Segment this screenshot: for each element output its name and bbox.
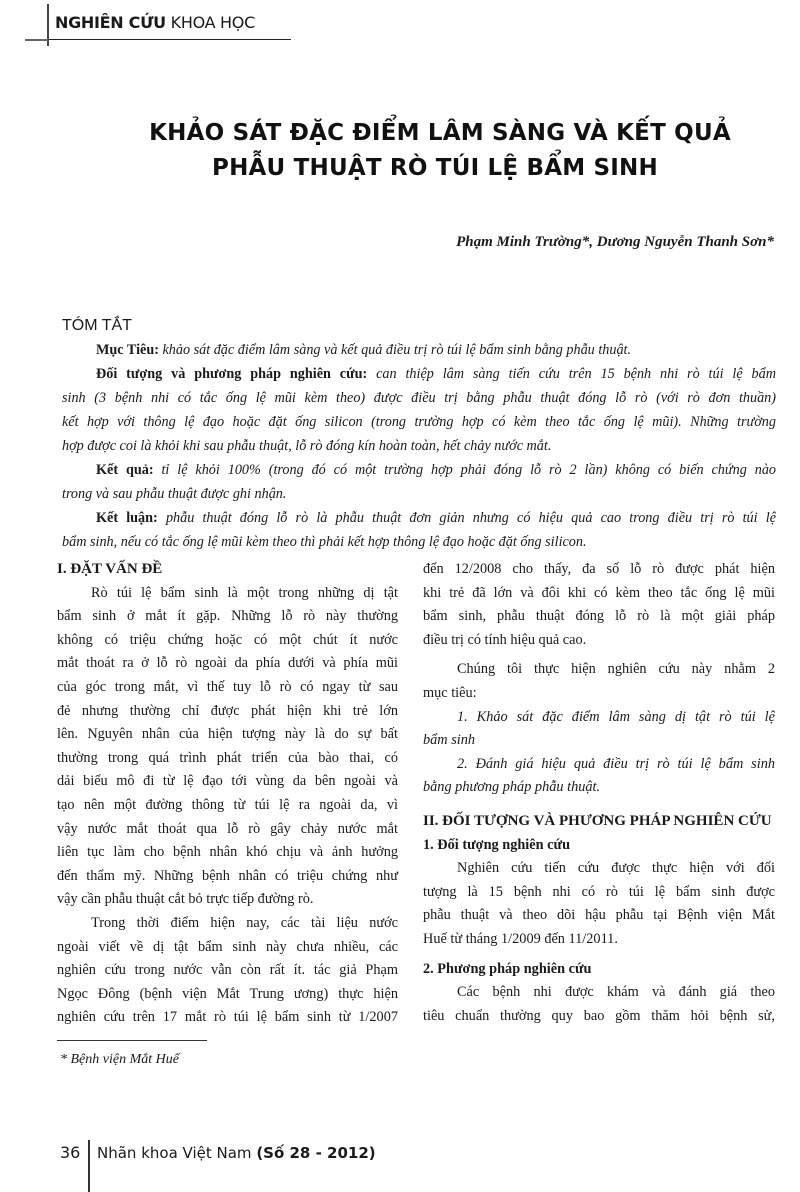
text-line: không có triệu chứng hoặc có một chút ít nước [57, 631, 398, 648]
text-line: đẻ nhưng thường chỉ được phát hiện khi trẻ lớn [57, 702, 398, 719]
section-heading-text: I. ĐẶT VẤN ĐỀ [57, 561, 163, 577]
paragraph [423, 753, 775, 800]
text-line: bẩm sinh [423, 732, 476, 749]
text-line: dải biểu mô đi từ lệ đạo tới vùng da bên ngoài và [57, 773, 398, 790]
abstract-line [62, 458, 776, 482]
section-heading-text: II. ĐỐI TƯỢNG VÀ PHƯƠNG PHÁP NGHIÊN CỨU [423, 812, 772, 829]
text-line: liên tục làm cho bệnh nhân khó chịu và ảnh hưởng [57, 844, 398, 861]
text-line: mục tiêu: [423, 684, 477, 701]
journal-title: Nhãn khoa Việt Nam [97, 1144, 252, 1162]
text-line: Rò túi lệ bẩm sinh là một trong những dị tật [91, 584, 398, 601]
text-line: mắt thoát ra ở lỗ rò ngoài da phía dưới và phía mũi [57, 655, 398, 672]
text-line: 1. Khảo sát đặc điểm lâm sàng dị tật rò túi lệ [457, 708, 775, 725]
text-line: Chúng tôi thực hiện nghiên cứu này nhằm 2 [457, 661, 775, 678]
paragraph [57, 912, 398, 1030]
text-line: nghiên cứu trên 17 mắt rò túi lệ bẩm sinh từ 1/2007 [57, 1009, 398, 1026]
text-line: điều trị có tính hiệu quả cao. [423, 631, 587, 648]
paragraph [423, 658, 775, 705]
text-line: Huế từ tháng 1/2009 đến 11/2011. [423, 930, 618, 947]
abstract [62, 338, 776, 554]
text-line: của góc trong mắt, vì thế tuy lỗ rò có ngay từ sau [57, 678, 398, 695]
text-line: bằng phương pháp phẫu thuật. [423, 779, 601, 796]
paragraph [423, 981, 775, 1028]
text-line: Nghiên cứu tiến cứu được thực hiện với đối [457, 860, 775, 877]
abstract-text: trong và sau phẫu thuật được ghi nhận. [62, 486, 287, 502]
text-line: khi trẻ đã lớn và đôi khi có kèm theo tắc ống lệ mũi [423, 584, 775, 601]
footer-divider [88, 1140, 90, 1192]
text-line: đến thẩm mỹ. Những bệnh nhân có triệu chứng như [57, 867, 398, 884]
abstract-text: bẩm sinh, nếu có tắc ống lệ mũi kèm theo thì phải kết hợp thông lệ đạo hoặc đặt ống silicon. [62, 534, 587, 550]
abstract-line [62, 506, 776, 530]
paragraph [423, 706, 775, 753]
text-line: tạo nên một đường thông từ túi lệ ra ngoài da, vì [57, 796, 398, 813]
paragraph [57, 582, 398, 912]
text-line: Ngọc Đông (bệnh viện Mắt Trung ương) thực hiện [57, 985, 398, 1002]
header-underline [49, 39, 291, 40]
text-line: tượng là 15 bệnh nhi có rò túi lệ bẩm sinh được [423, 883, 775, 900]
abstract-heading: TÓM TẮT [62, 317, 132, 334]
text-line: vậy cần phẫu thuật cắt bỏ trực tiếp đường rò. [57, 891, 314, 908]
text-line: thường trong quá trình phát triển của bào thai, có [57, 749, 398, 766]
text-line: 2. Đánh giá hiệu quả điều trị rò túi lệ bẩm sinh [457, 755, 775, 772]
title-line-2: PHẪU THUẬT RÒ TÚI LỆ BẨM SINH [212, 155, 658, 181]
abstract-text: sinh (3 bệnh nhi có tắc ống lệ mũi kèm theo) được điều trị bằng phẫu thuật đóng lỗ rò (với rò đơn thuần) [62, 390, 776, 406]
abstract-line [62, 386, 776, 410]
abstract-label: Đối tượng và phương pháp nghiên cứu: [96, 366, 377, 382]
abstract-text: kết hợp với thông lệ đạo hoặc đặt ống silicon (trong trường hợp có kèm theo tắc ống lệ mũi). Những trường [62, 414, 776, 430]
header-rule-stub [25, 39, 48, 41]
abstract-text: hợp được coi là khỏi khi sau phẫu thuật, lỗ rò đóng kín hoàn toàn, hết chảy nước mắt. [62, 438, 552, 454]
journal-issue: (Số 28 - 2012) [256, 1144, 376, 1162]
paragraph [423, 857, 775, 951]
footnote-divider [57, 1040, 207, 1041]
authors: Phạm Minh Trường*, Dương Nguyễn Thanh Sơn* [456, 234, 774, 250]
abstract-line [62, 362, 776, 386]
text-line: bẩm sinh, phẫu thuật đóng lỗ rò là một giải pháp [423, 608, 775, 625]
subsection-heading [423, 958, 775, 982]
text-line: phẫu thuật và theo dõi hậu phẫu tại Bệnh viện Mắt [423, 907, 775, 924]
subsection-heading [423, 834, 775, 858]
journal-name [97, 1144, 376, 1162]
text-line: lên. Nguyên nhân của hiện tượng này là do sự bất [57, 726, 398, 743]
abstract-label: Kết quả: [96, 462, 162, 478]
abstract-label: Kết luận: [96, 510, 166, 526]
text-line: vậy nước mắt thoát qua lỗ rò gây chảy nước mắt [57, 820, 398, 837]
abstract-line [62, 482, 776, 506]
abstract-line [62, 530, 776, 554]
abstract-line [62, 338, 776, 362]
abstract-line [62, 410, 776, 434]
text-line: nghiên cứu trong nước vẫn còn rất ít. tác giả Phạm [57, 962, 398, 979]
title-line-1: KHẢO SÁT ĐẶC ĐIỂM LÂM SÀNG VÀ KẾT QUẢ [149, 120, 731, 146]
text-line: Các bệnh nhi được khám và đánh giá theo [457, 984, 775, 1001]
subsection-heading-text: 2. Phương pháp nghiên cứu [423, 960, 592, 977]
section-header [55, 13, 255, 32]
text-line: bẩm sinh ở mắt ít gặp. Những lỗ rò này thường [57, 608, 398, 625]
section-heading [57, 558, 398, 582]
abstract-text: tỉ lệ khỏi 100% (trong đó có một trường hợp phải đóng lỗ rò 2 lần) không có biến chứng nào [161, 462, 777, 478]
footnote: * Bệnh viện Mắt Huế [60, 1052, 179, 1067]
text-line: ngoài viết về dị tật bẩm sinh này chưa nhiều, các [57, 938, 398, 955]
left-column [57, 558, 398, 1030]
abstract-text: can thiệp lâm sàng tiến cứu trên 15 bệnh nhi rò túi lệ bẩm [376, 366, 776, 382]
abstract-text: phẫu thuật đóng lỗ rò là phẫu thuật đơn giản nhưng có hiệu quả cao trong điều trị rò túi lệ [165, 510, 776, 526]
abstract-text: khảo sát đặc điểm lâm sàng và kết quả điều trị rò túi lệ bẩm sinh bằng phẫu thuật. [162, 342, 632, 358]
text-line: tiêu chuẩn thường quy bao gồm thăm hỏi bệnh sử, [423, 1007, 775, 1024]
page-number: 36 [60, 1143, 81, 1162]
abstract-line [62, 434, 776, 458]
section-header-bold: NGHIÊN CỨU [55, 13, 166, 32]
section-header-rest: KHOA HỌC [170, 13, 255, 32]
text-line: Trong thời điểm hiện nay, các tài liệu nước [91, 914, 398, 931]
abstract-label: Mục Tiêu: [96, 342, 163, 358]
paragraph [423, 558, 775, 652]
right-column [423, 558, 775, 1028]
section-heading [423, 810, 775, 834]
text-line: đến 12/2008 cho thấy, đa số lỗ rò được phát hiện [423, 561, 775, 577]
subsection-heading-text: 1. Đối tượng nghiên cứu [423, 836, 571, 853]
